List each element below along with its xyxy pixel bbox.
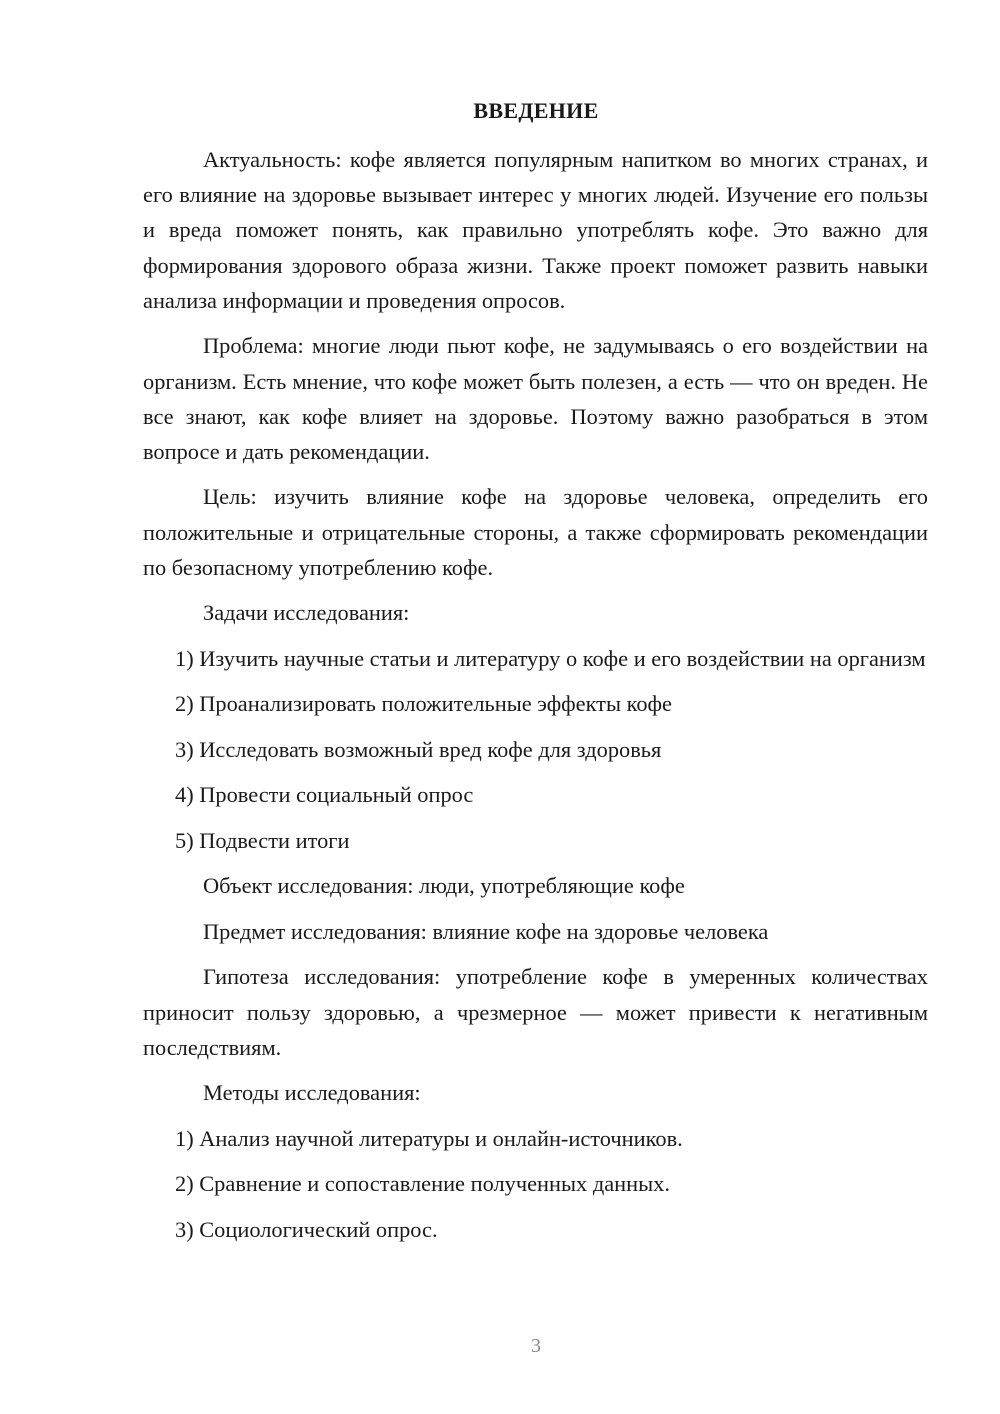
methods-heading: Методы исследования:: [203, 1080, 421, 1106]
problem-paragraph: Проблема: многие люди пьют кофе, не задумываясь о его воздействии на организм. Есть мнение, что кофе может быть полезен, а есть — что он вреден. Не все знают, как кофе влияет на здоровье. Поэтому важно разобраться в этом вопросе и дать рекомендации.: [143, 333, 928, 464]
method-item: 2) Сравнение и сопоставление полученных данных.: [175, 1171, 670, 1197]
page-number: 3: [531, 1335, 541, 1357]
hypothesis-paragraph: Гипотеза исследования: употребление кофе в умеренных количествах приносит пользу здоровью, а чрезмерное — может привести к негативным последствиям.: [143, 964, 928, 1060]
method-item: 3) Социологический опрос.: [175, 1216, 438, 1242]
body-text: [143, 142, 928, 1257]
task-item: 4) Провести социальный опрос: [175, 782, 474, 808]
task-item: 5) Подвести итоги: [175, 827, 350, 853]
section-title: ВВЕДЕНИЕ: [473, 98, 599, 123]
tasks-heading: Задачи исследования:: [203, 600, 410, 626]
object-paragraph: Объект исследования: люди, употребляющие кофе: [203, 873, 685, 899]
method-item: 1) Анализ научной литературы и онлайн-источников.: [175, 1125, 683, 1151]
task-item: 3) Исследовать возможный вред кофе для здоровья: [175, 736, 662, 762]
relevance-paragraph: Актуальность: кофе является популярным напитком во многих странах, и его влияние на здоровье вызывает интерес у многих людей. Изучение его пользы и вреда поможет понять, как правильно употреблять кофе. Это важно для формирования здорового образа жизни. Также проект поможет развить навыки анализа информации и проведения опросов.: [143, 147, 928, 313]
goal-paragraph: Цель: изучить влияние кофе на здоровье человека, определить его положительные и отрицательные стороны, а также сформировать рекомендации по безопасному употреблению кофе.: [143, 484, 928, 580]
task-item: 2) Проанализировать положительные эффекты кофе: [175, 691, 672, 717]
subject-paragraph: Предмет исследования: влияние кофе на здоровье человека: [203, 918, 769, 944]
task-item: 1) Изучить научные статьи и литературу о кофе и его воздействии на организм: [175, 645, 926, 671]
